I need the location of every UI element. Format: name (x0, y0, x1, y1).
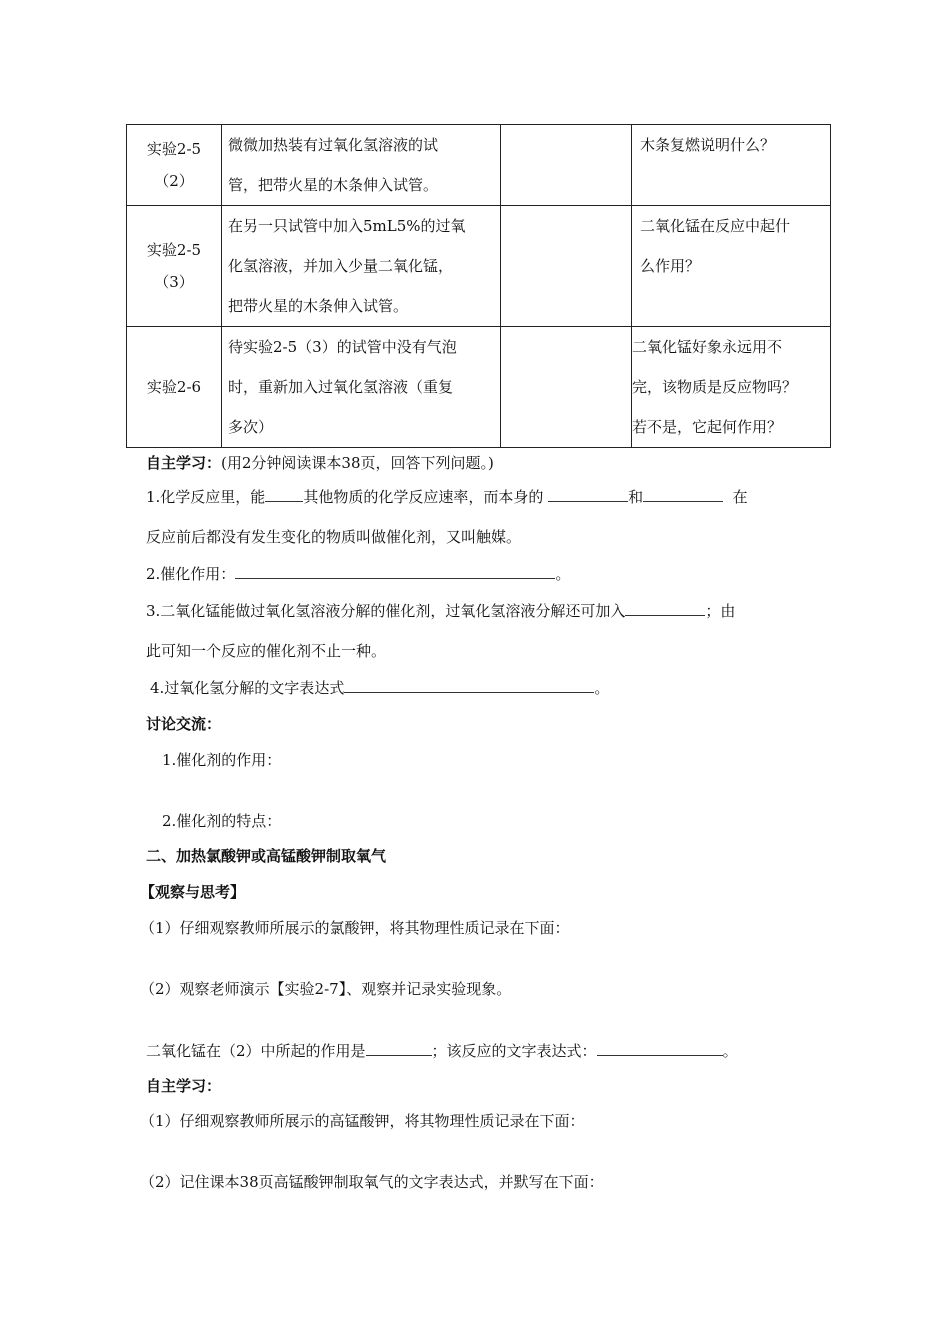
table-cell-phenomenon (501, 125, 632, 206)
experiment-table (126, 124, 831, 448)
question-4 (150, 677, 609, 698)
cell-text: 实验2-6 (146, 378, 202, 396)
cell-text: 在另一只试管中加入5mL5%的过氧 (228, 217, 466, 235)
table-cell-operation (222, 206, 501, 327)
table-row (127, 327, 831, 448)
cell-text: 实验2-5 (146, 241, 202, 259)
table-cell-phenomenon (501, 327, 632, 448)
question-text: 其他物质的化学反应速率，而本身的 (303, 488, 544, 506)
cell-text: 时，重新加入过氧化氢溶液（重复 (228, 378, 454, 396)
cell-text: 多次） (228, 418, 274, 436)
blank-line (548, 487, 628, 502)
cell-text: 管，把带火星的木条伸入试管。 (228, 176, 439, 194)
question-1 (146, 486, 748, 507)
blank-line (643, 487, 723, 502)
question-1-continued: 反应前后都没有发生变化的物质叫做催化剂，又叫触媒。 (146, 528, 522, 546)
cell-text: 么作用？ (640, 257, 701, 275)
question-text: ；由 (705, 602, 736, 620)
question-3-continued: 此可知一个反应的催化剂不止一种。 (146, 642, 387, 660)
question-text: 。 (594, 679, 610, 697)
blank-line (366, 1041, 432, 1056)
question-text: 在 (732, 488, 748, 506)
cell-text: 二氧化锰在反应中起什 (640, 217, 791, 235)
table-cell-label (127, 125, 222, 206)
cell-text: 把带火星的木条伸入试管。 (228, 297, 409, 315)
table-cell-label (127, 327, 222, 448)
cell-text: 木条复燃说明什么？ (640, 136, 776, 154)
cell-text: （3） (154, 273, 194, 291)
question-text: 二氧化锰在（2）中所起的作用是 (146, 1042, 366, 1060)
question-text: 。 (555, 565, 571, 583)
table-row (127, 206, 831, 327)
question-text: ；该反应的文字表达式： (431, 1042, 597, 1060)
table-cell-label (127, 206, 222, 327)
table-cell-phenomenon (501, 206, 632, 327)
section-heading: 自主学习： (146, 454, 222, 472)
question-text: 4.过氧化氢分解的文字表达式 (150, 679, 345, 697)
heading-note: (用2分钟阅读课本38页，回答下列问题。) (221, 454, 494, 472)
observe-item-1: （1）仔细观察教师所展示的氯酸钾，将其物理性质记录在下面： (140, 919, 570, 937)
question-text: 1.化学反应里，能 (146, 488, 266, 506)
cell-text: 完，该物质是反应物吗？ (632, 378, 798, 396)
cell-text: 二氧化锰好象永远用不 (632, 338, 783, 356)
observe-item-2: （2）观察老师演示【实验2-7】、观察并记录实验现象。 (140, 980, 512, 998)
table-cell-question (632, 206, 831, 327)
blank-line (265, 487, 303, 502)
cell-text: 若不是，它起何作用？ (632, 418, 783, 436)
cell-text: 化氢溶液，并加入少量二氧化锰， (228, 257, 454, 275)
discussion-heading: 讨论交流： (146, 715, 222, 733)
table-cell-operation (222, 125, 501, 206)
question-3 (146, 600, 735, 621)
blank-line (235, 564, 555, 579)
self-study-2-item-2: （2）记住课本38页高锰酸钾制取氧气的文字表达式，并默写在下面： (140, 1173, 604, 1191)
observe-heading: 【观察与思考】 (140, 883, 246, 901)
question-text: 3.二氧化锰能做过氧化氢溶液分解的催化剂，过氧化氢溶液分解还可加入 (146, 602, 626, 620)
blank-line (625, 601, 705, 616)
blank-line (597, 1041, 723, 1056)
discussion-item-1: 1.催化剂的作用： (162, 751, 282, 769)
cell-text: 实验2-5 (146, 140, 202, 158)
blank-line (344, 678, 594, 693)
table-row (127, 125, 831, 206)
table-cell-question (632, 125, 831, 206)
question-text: 。 (722, 1042, 738, 1060)
question-text: 2.催化作用： (146, 565, 236, 583)
self-study-2-item-1: （1）仔细观察教师所展示的高锰酸钾，将其物理性质记录在下面： (140, 1112, 585, 1130)
self-study-heading-line (146, 452, 494, 473)
section-title: 二、加热氯酸钾或高锰酸钾制取氧气 (146, 847, 387, 865)
self-study-2-heading: 自主学习： (146, 1077, 222, 1095)
table-cell-question (632, 327, 831, 448)
question-2 (146, 563, 570, 584)
cell-text: 微微加热装有过氧化氢溶液的试 (228, 136, 439, 154)
cell-text: （2） (154, 172, 194, 190)
cell-text: 待实验2-5（3）的试管中没有气泡 (228, 338, 457, 356)
question-text: 和 (628, 488, 644, 506)
discussion-item-2: 2.催化剂的特点： (162, 812, 282, 830)
table-cell-operation (222, 327, 501, 448)
mno2-question (146, 1040, 738, 1061)
